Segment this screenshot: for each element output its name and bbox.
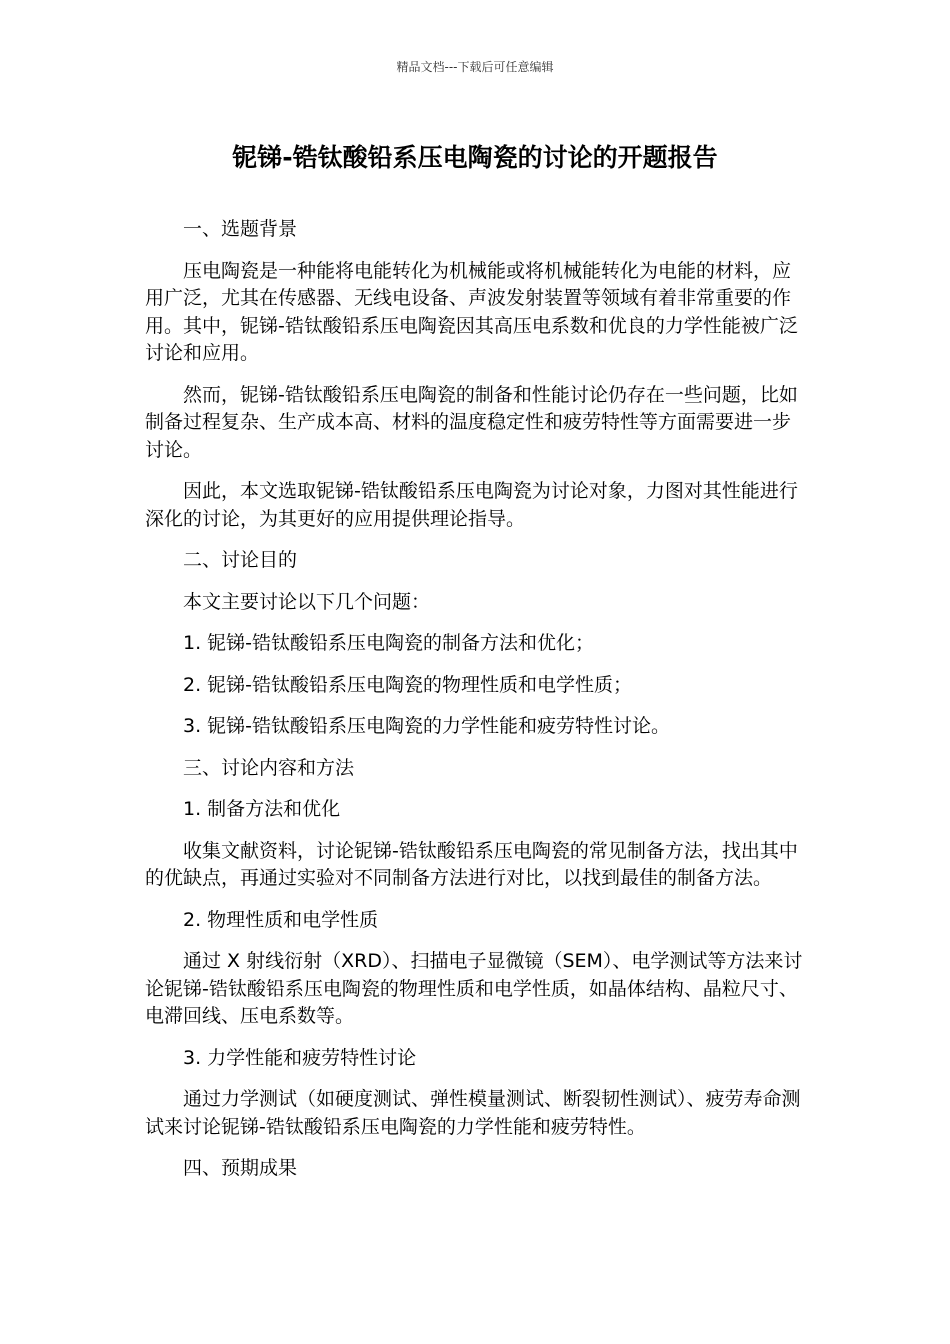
list-item: 3. 铌锑-锆钛酸铅系压电陶瓷的力学性能和疲劳特性讨论。 (183, 715, 671, 737)
subsection-heading: 3. 力学性能和疲劳特性讨论 (183, 1046, 417, 1069)
paragraph: 通过 X 射线衍射（XRD）、扫描电子显微镜（SEM）、电学测试等方法来讨论铌锑-锆钛酸铅系压电陶瓷的物理性质和电学性质，如晶体结构、晶粒尺寸、电滞回线、压电系数等。 (145, 950, 803, 1027)
document-title: 铌锑-锆钛酸铅系压电陶瓷的讨论的开题报告 (232, 143, 718, 172)
document-body (145, 216, 807, 1197)
paragraph: 通过力学测试（如硬度测试、弹性模量测试、断裂韧性测试）、疲劳寿命测试来讨论铌锑-锆钛酸铅系压电陶瓷的力学性能和疲劳特性。 (145, 1088, 801, 1138)
paragraph: 然而，铌锑-锆钛酸铅系压电陶瓷的制备和性能讨论仍存在一些问题，比如制备过程复杂、生产成本高、材料的温度稳定性和疲劳特性等方面需要进一步讨论。 (145, 383, 798, 461)
page-header-note: 精品文档---下载后可任意编辑 (396, 60, 554, 74)
subsection-heading: 1. 制备方法和优化 (183, 798, 341, 820)
paragraph: 收集文献资料，讨论铌锑-锆钛酸铅系压电陶瓷的常见制备方法，找出其中的优缺点，再通过实验对不同制备方法进行对比，以找到最佳的制备方法。 (145, 839, 798, 889)
subsection-heading: 2. 物理性质和电学性质 (183, 908, 379, 931)
list-item: 2. 铌锑-锆钛酸铅系压电陶瓷的物理性质和电学性质； (183, 673, 633, 696)
paragraph: 本文主要讨论以下几个问题： (183, 590, 431, 613)
paragraph: 压电陶瓷是一种能将电能转化为机械能或将机械能转化为电能的材料，应用广泛，尤其在传感器、无线电设备、声波发射装置等领域有着非常重要的作用。其中，铌锑-锆钛酸铅系压电陶瓷因其高压电系数和优良的力学性能被广泛讨论和应用。 (145, 259, 798, 364)
section-heading-purpose: 二、讨论目的 (183, 549, 298, 571)
list-item: 1. 铌锑-锆钛酸铅系压电陶瓷的制备方法和优化； (183, 632, 595, 654)
paragraph: 因此，本文选取铌锑-锆钛酸铅系压电陶瓷为讨论对象，力图对其性能进行深化的讨论，为其更好的应用提供理论指导。 (145, 480, 798, 530)
section-heading-content-methods: 三、讨论内容和方法 (183, 756, 355, 779)
section-heading-expected-results: 四、预期成果 (183, 1157, 298, 1179)
section-heading-background: 一、选题背景 (183, 218, 298, 240)
